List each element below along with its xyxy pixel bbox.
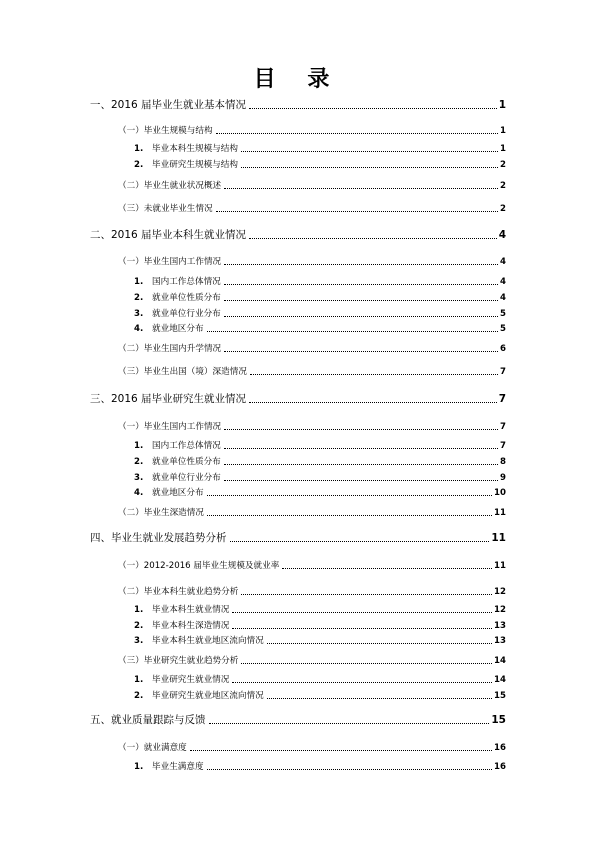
dot-leader [241,594,492,595]
toc-entry-number: 2. [134,621,144,631]
toc-entry-page-number: 13 [494,621,506,631]
dot-leader [224,480,498,481]
dot-leader [224,300,498,301]
toc-entry-page-number: 1 [500,126,506,136]
dot-leader [224,351,498,352]
toc-entry-page-number: 2 [500,160,506,170]
toc-entry-page-number: 4 [500,293,506,303]
toc-entry-text: （二）毕业生深造情况 [118,508,204,518]
toc-entry-label [118,561,279,572]
dot-leader [224,316,498,317]
toc-entry-label [134,160,238,171]
dot-leader [282,568,492,569]
toc-entry-text: 国内工作总体情况 [152,277,221,287]
toc-entry[interactable] [90,531,506,545]
dot-leader [249,238,497,239]
toc-entry-label [90,228,246,242]
toc-entry-page-number: 7 [498,393,506,405]
toc-entry-text: 毕业本科生深造情况 [152,621,230,631]
toc-entry-number: 3. [134,309,144,319]
toc-entry-page-number: 16 [494,743,506,753]
toc-entry-page-number: 10 [494,488,506,498]
toc-entry-text: （二）毕业生国内升学情况 [118,344,222,354]
toc-entry-label [118,656,238,667]
toc-entry-page-number: 7 [500,367,506,377]
toc-entry-label [134,675,229,686]
toc-entry[interactable] [90,488,506,499]
toc-entry-page-number: 1 [500,144,506,154]
toc-entry-page-number: 16 [494,762,506,772]
dot-leader [190,750,492,751]
toc-entry-label [134,457,221,468]
toc-entry-page-number: 2 [500,204,506,214]
toc-entry-text: 三、2016 届毕业研究生就业情况 [90,393,247,405]
toc-entry-label [118,367,247,378]
toc-entry-text: 五、就业质量跟踪与反馈 [90,714,206,726]
toc-entry-page-number: 12 [494,587,506,597]
toc-entry-page-number: 4 [500,257,506,267]
toc-entry[interactable] [90,691,506,702]
toc-entry[interactable] [90,762,506,773]
toc-entry-text: 毕业研究生就业情况 [152,675,230,685]
toc-entry-number: 1. [134,675,144,685]
toc-entry-page-number: 9 [500,473,506,483]
toc-entry-text: 毕业本科生规模与结构 [152,144,238,154]
toc-entry-number: 1. [134,605,144,615]
toc-entry-text: 就业单位性质分布 [152,293,221,303]
dot-leader [224,448,498,449]
toc-entry-label [118,204,213,215]
dot-leader [209,723,490,724]
dot-leader [232,682,492,683]
toc-entry-text: 国内工作总体情况 [152,441,221,451]
toc-entry-page-number: 11 [494,561,506,571]
toc-entry-label [134,762,204,773]
dot-leader [267,643,492,644]
dot-leader [249,402,497,403]
dot-leader [230,541,490,542]
toc-entry-text: （三）毕业生出国（境）深造情况 [118,367,247,377]
toc-entry-number: 1. [134,762,144,772]
toc-entry-number: 1. [134,144,144,154]
toc-entry[interactable] [90,636,506,647]
toc-entry-label [134,293,221,304]
toc-entry-text: 一、2016 届毕业生就业基本情况 [90,99,247,111]
toc-entry-text: （二）毕业本科生就业趋势分析 [118,587,239,597]
toc-entry-text: （一）2012-2016 届毕业生规模及就业率 [118,561,280,571]
toc-entry-page-number: 4 [498,229,506,241]
toc-entry-number: 2. [134,691,144,701]
toc-entry-page-number: 7 [500,441,506,451]
toc-entry-label [118,743,187,754]
toc-entry-text: 毕业本科生就业情况 [152,605,230,615]
toc-entry-page-number: 13 [494,636,506,646]
toc-entry-label [118,126,213,137]
toc-entry[interactable] [90,293,506,304]
toc-entry[interactable] [90,228,506,242]
toc-entry-number: 3. [134,636,144,646]
dot-leader [224,188,498,189]
toc-entry-label [134,144,238,155]
toc-entry[interactable] [90,441,506,452]
toc-entry-number: 1. [134,441,144,451]
toc-entry-text: （一）毕业生国内工作情况 [118,422,222,432]
toc-entry[interactable] [90,713,506,727]
toc-entry-page-number: 14 [494,675,506,685]
toc-entry-label [118,508,204,519]
toc-entry-number: 3. [134,473,144,483]
toc-entry[interactable] [90,126,506,137]
toc-entry-text: 就业地区分布 [152,324,204,334]
toc-entry-number: 2. [134,293,144,303]
toc-entry-label [134,488,204,499]
toc-entry-label [118,422,221,433]
toc-entry-label [134,277,221,288]
toc-entry[interactable] [90,204,506,215]
toc-entry-label [90,98,246,112]
dot-leader [232,628,492,629]
toc-entry-text: 就业单位性质分布 [152,457,221,467]
toc-entry[interactable] [90,324,506,335]
toc-entry-text: （一）就业满意度 [118,743,187,753]
toc-entry-label [134,621,229,632]
toc-entry-label [134,473,221,484]
toc-entry-text: （三）未就业毕业生情况 [118,204,213,214]
toc-entry-text: 毕业生满意度 [152,762,204,772]
toc-entry-page-number: 15 [494,691,506,701]
toc-entry-page-number: 5 [500,309,506,319]
toc-entry-label [134,605,229,616]
dot-leader [249,108,497,109]
toc-entry-text: 就业单位行业分布 [152,473,221,483]
dot-leader [207,769,492,770]
toc-entry-page-number: 14 [494,656,506,666]
dot-leader [207,515,492,516]
toc-entry-label [134,691,264,702]
toc-entry-number: 4. [134,324,144,334]
toc-entry-label [90,531,227,545]
toc-entry-label [134,309,221,320]
dot-leader [216,211,498,212]
toc-entry[interactable] [90,98,506,112]
toc-entry-page-number: 15 [491,714,506,726]
toc-entry-page-number: 6 [500,344,506,354]
toc-entry-label [134,636,264,647]
toc-entry-text: 毕业研究生规模与结构 [152,160,238,170]
dot-leader [241,663,492,664]
dot-leader [224,284,498,285]
dot-leader [241,151,498,152]
toc-entry-text: （一）毕业生国内工作情况 [118,257,222,267]
toc-entry[interactable] [90,605,506,616]
toc-entry-text: 四、毕业生就业发展趋势分析 [90,532,227,544]
toc-entry-text: 就业单位行业分布 [152,309,221,319]
toc-entry[interactable] [90,367,506,378]
toc-entry[interactable] [90,587,506,598]
toc-entry-page-number: 1 [498,99,506,111]
toc-entry-text: 二、2016 届毕业本科生就业情况 [90,229,247,241]
toc-entry[interactable] [90,422,506,433]
toc-entry[interactable] [90,309,506,320]
toc-entry-text: （三）毕业研究生就业趋势分析 [118,656,239,666]
toc-entry-page-number: 11 [491,532,506,544]
toc-entry[interactable] [90,743,506,754]
toc-entry[interactable] [90,392,506,406]
toc-entry-label [118,257,221,268]
dot-leader [267,698,492,699]
toc-entry-page-number: 11 [494,508,506,518]
toc-entry[interactable] [90,656,506,667]
toc-entry-text: （一）毕业生规模与结构 [118,126,213,136]
dot-leader [207,331,498,332]
dot-leader [224,464,498,465]
toc-entry-text: 就业地区分布 [152,488,204,498]
toc-entry-number: 4. [134,488,144,498]
toc-entry-label [118,344,221,355]
toc-entry[interactable] [90,561,506,572]
toc-entry-page-number: 2 [500,181,506,191]
toc-entry-label [118,587,238,598]
toc-entry[interactable] [90,508,506,519]
page-title: 目 录 [253,67,342,92]
dot-leader [216,133,498,134]
toc-entry-label [118,181,221,192]
toc-entry-text: （二）毕业生就业状况概述 [118,181,222,191]
toc-entry[interactable] [90,344,506,355]
dot-leader [250,374,498,375]
toc-entry[interactable] [90,457,506,468]
toc-entry-page-number: 7 [500,422,506,432]
toc-entry-page-number: 12 [494,605,506,615]
toc-entry-text: 毕业本科生就业地区流向情况 [152,636,264,646]
toc-entry[interactable] [90,160,506,171]
toc-entry-page-number: 4 [500,277,506,287]
toc-entry[interactable] [90,277,506,288]
toc-entry-page-number: 8 [500,457,506,467]
toc-entry[interactable] [90,144,506,155]
toc-entry-label [134,324,204,335]
toc-entry-label [90,392,246,406]
toc-entry-number: 2. [134,457,144,467]
toc-entry[interactable] [90,257,506,268]
toc-entry-label [134,441,221,452]
dot-leader [241,167,498,168]
toc-entry[interactable] [90,473,506,484]
dot-leader [232,612,492,613]
toc-entry[interactable] [90,181,506,192]
toc-entry[interactable] [90,675,506,686]
toc-entry[interactable] [90,621,506,632]
dot-leader [224,264,498,265]
dot-leader [224,429,498,430]
toc-entry-number: 2. [134,160,144,170]
toc-entry-number: 1. [134,277,144,287]
toc-entry-page-number: 5 [500,324,506,334]
dot-leader [207,495,492,496]
toc-entry-label [90,713,206,727]
toc-entry-text: 毕业研究生就业地区流向情况 [152,691,264,701]
